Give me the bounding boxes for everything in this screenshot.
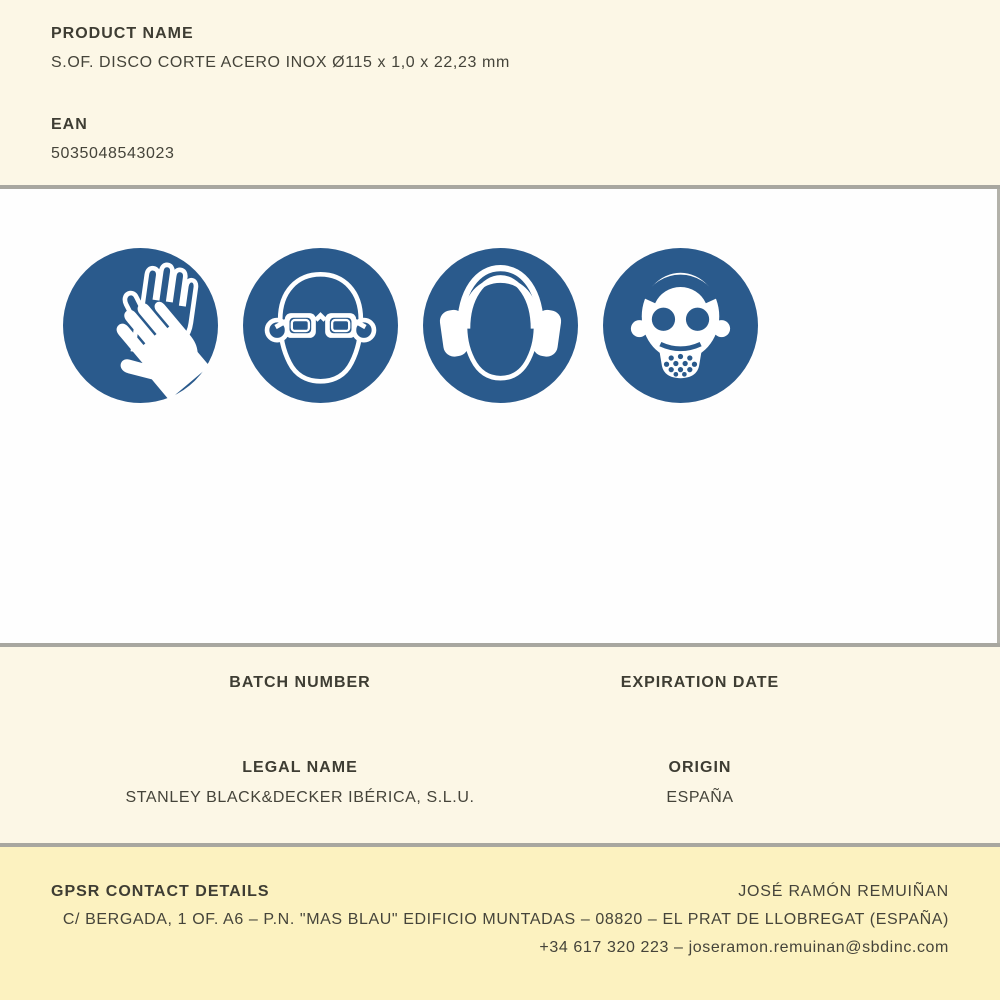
expiration-date-field: [500, 647, 900, 703]
ean-label: EAN: [51, 116, 88, 133]
batch-number-label: BATCH NUMBER: [229, 674, 371, 691]
wear-ear-protection-icon: [423, 248, 578, 403]
origin-field: [500, 703, 900, 807]
gpsr-header-row: [51, 847, 949, 901]
ean-value: 5035048543023: [51, 145, 175, 162]
product-name-value: S.OF. DISCO CORTE ACERO INOX Ø115 x 1,0 x 22,23 mm: [51, 54, 510, 71]
legal-name-field: [100, 703, 500, 807]
wear-eye-protection-icon: [243, 248, 398, 403]
traceability-section: [0, 647, 1000, 843]
contact-address: C/ BERGADA, 1 OF. A6 – P.N. "MAS BLAU" EDIFICIO MUNTADAS – 08820 – EL PRAT DE LLOBREGAT (ESPAÑA): [62, 911, 949, 928]
gpsr-contact-section: [0, 847, 1000, 1000]
batch-number-field: [100, 647, 500, 703]
details-grid: [100, 647, 900, 807]
origin-label: ORIGIN: [668, 759, 732, 776]
expiration-date-label: EXPIRATION DATE: [620, 674, 780, 691]
legal-name-value: STANLEY BLACK&DECKER IBÉRICA, S.L.U.: [125, 789, 475, 806]
gpsr-contact-details-label: GPSR CONTACT DETAILS: [51, 883, 270, 900]
safety-icons-row: [63, 248, 758, 403]
product-name-label: PRODUCT NAME: [51, 25, 194, 42]
origin-value: ESPAÑA: [666, 789, 734, 806]
contact-phone-email: +34 617 320 223 – joseramon.remuinan@sbdinc.com: [539, 939, 949, 956]
product-name-field: [51, 25, 949, 72]
wear-protective-gloves-icon: [63, 248, 218, 403]
safety-icons-section: [0, 189, 1000, 643]
wear-respiratory-protection-icon: [603, 248, 758, 403]
product-info-section: [0, 0, 1000, 185]
legal-name-label: LEGAL NAME: [242, 759, 358, 776]
contact-person-name: JOSÉ RAMÓN REMUIÑAN: [738, 883, 949, 900]
ean-field: [51, 116, 949, 163]
